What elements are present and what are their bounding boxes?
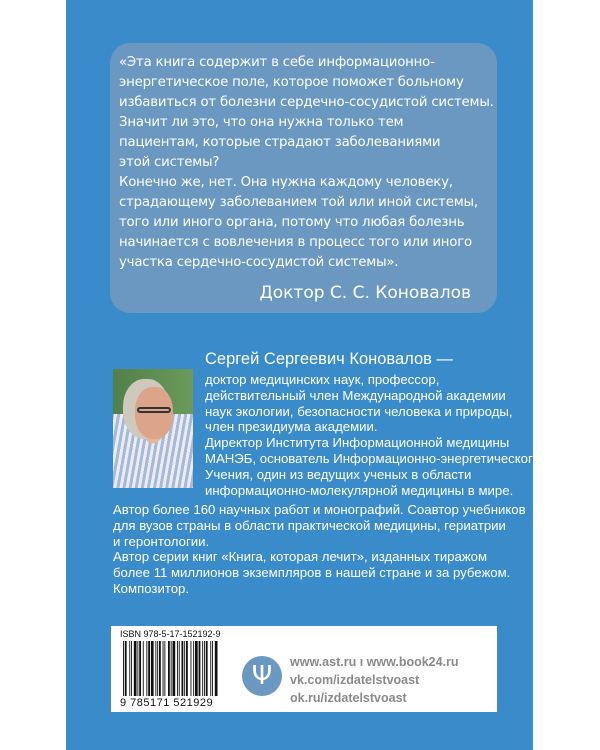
quote-line: Значит ли это, что она нужна только тем	[119, 115, 404, 130]
barcode-bar	[182, 641, 184, 696]
barcode-bar	[143, 641, 144, 696]
author-name: Сергей Сергеевич Коновалов —	[205, 350, 454, 368]
barcode-bar	[193, 641, 194, 696]
barcode-bar	[151, 641, 154, 696]
quote-line: Конечно же, нет. Она нужна каждому человеку,	[119, 175, 453, 190]
bio-line: и геронтологии.	[113, 533, 210, 549]
barcode-bar	[177, 641, 178, 696]
barcode-bar	[195, 641, 198, 696]
barcode-bar	[129, 641, 130, 696]
quote-line: начинается с вовлечения в процесс того или иного	[119, 235, 472, 250]
barcode-bar	[173, 641, 176, 696]
barcode-bar	[123, 641, 124, 696]
barcode-bar	[212, 641, 213, 696]
link-ok[interactable]: ok.ru/izdatelstvoast	[290, 691, 407, 705]
barcode-bar	[168, 641, 170, 696]
quote-author: Доктор С. С. Коновалов	[259, 283, 471, 303]
barcode-bar	[148, 641, 150, 696]
quote-line: этой системы?	[119, 155, 220, 170]
author-photo	[113, 369, 193, 488]
barcode-bar	[134, 641, 137, 696]
bio-line: Директор Института Информационной медицины	[205, 435, 510, 451]
barcode-bar	[157, 641, 158, 696]
quote-line: пациентам, которые страдают заболеваниями	[119, 135, 441, 150]
barcode-bar	[155, 641, 156, 696]
quote-line: энергетическое поле, которое поможет больному	[119, 75, 464, 90]
barcode-bar	[206, 641, 208, 696]
quote-line: избавиться от болезни сердечно-сосудистой системы.	[119, 95, 494, 110]
barcode-bar	[210, 641, 211, 696]
bio-line: доктор медицинских наук, профессор,	[205, 372, 440, 387]
quote-box	[110, 43, 497, 313]
barcode-bar	[186, 641, 188, 696]
barcode-bar	[204, 641, 205, 696]
bio-line: Учения, один из ведущих ученых в области	[205, 466, 472, 482]
book-back-cover	[66, 0, 540, 750]
publisher-links	[290, 653, 459, 707]
bio-line: действительный член Международной академии	[205, 387, 506, 403]
barcode-bar	[131, 641, 132, 696]
quote-line: того или иного органа, потому что любая болезнь	[119, 215, 465, 230]
link-websites[interactable]: www.ast.ru ı www.book24.ru	[290, 655, 459, 669]
barcode-bar	[215, 641, 218, 696]
barcode-bar	[171, 641, 172, 696]
bio-line: наук экологии, безопасности человека и природы,	[205, 403, 513, 419]
quote-text	[119, 53, 494, 273]
barcode-bar	[164, 641, 165, 696]
quote-line: участка сердечно-сосудистой системы».	[119, 255, 399, 270]
barcode-bar	[179, 641, 180, 696]
barcode-bar	[125, 641, 127, 696]
publisher-logo-icon: Ψ	[242, 656, 282, 696]
barcode-bar	[146, 641, 147, 696]
barcode-bar	[163, 641, 164, 696]
bio-text-full	[113, 502, 526, 597]
bio-line: Композитор.	[113, 580, 190, 596]
bio-line: для вузов страны в области практической медицины, гериатрии	[113, 517, 506, 533]
barcode-bar	[202, 641, 203, 696]
bio-line: член президиума академии.	[205, 419, 378, 435]
barcode-bar	[184, 641, 185, 696]
barcode	[120, 641, 220, 696]
barcode-bar	[191, 641, 192, 696]
bio-line: МАНЭБ, основатель Информационно-энергетического	[205, 450, 540, 466]
quote-line: «Эта книга содержит в себе информационно-	[119, 55, 435, 70]
bio-line: Автор более 160 научных работ и монографий. Соавтор учебников	[113, 502, 526, 517]
barcode-bar	[139, 641, 141, 696]
barcode-bar	[199, 641, 201, 696]
isbn-label: ISBN 978-5-17-152192-9	[120, 629, 221, 639]
bio-text-beside-photo	[205, 372, 540, 498]
barcode-number: 9 785171 521929	[120, 697, 214, 709]
barcode-bar	[137, 641, 138, 696]
publisher-footer	[111, 626, 497, 712]
bio-line: Автор серии книг «Книга, которая лечит», изданных тиражом	[113, 549, 488, 565]
link-vk[interactable]: vk.com/izdatelstvoast	[290, 673, 420, 687]
bio-line: более 11 миллионов экземпляров в нашей стране и за рубежом.	[113, 565, 511, 581]
quote-line: страдающему заболеванием той или иной системы,	[119, 195, 478, 210]
barcode-bar	[159, 641, 161, 696]
bio-line: информационно-молекулярной медицины в мире.	[205, 482, 514, 498]
